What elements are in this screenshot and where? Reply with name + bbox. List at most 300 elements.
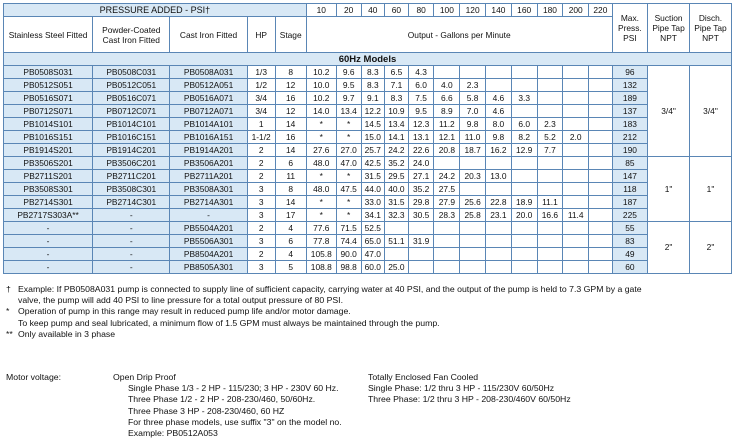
- gpm-cell: 27.6: [306, 144, 336, 157]
- spec-cell: 2: [247, 222, 275, 235]
- model-cell: PB1016C151: [93, 131, 170, 144]
- gpm-cell: *: [336, 118, 361, 131]
- gpm-cell: [486, 79, 512, 92]
- discharge-size-cell: 3/4": [689, 66, 731, 157]
- gpm-cell: 23.1: [486, 209, 512, 222]
- tefc-line: Three Phase: 1/2 thru 3 HP - 208-230/460V 60/50Hz: [368, 394, 571, 405]
- spec-cell: 1/2: [247, 79, 275, 92]
- max-psi-cell: 96: [612, 66, 647, 79]
- model-cell: -: [170, 209, 247, 222]
- gpm-cell: [486, 66, 512, 79]
- gpm-cell: 15.0: [361, 131, 385, 144]
- model-cell: PB0512C051: [93, 79, 170, 92]
- max-psi-cell: 190: [612, 144, 647, 157]
- spec-cell: 3: [247, 183, 275, 196]
- gpm-cell: *: [306, 170, 336, 183]
- gpm-cell: 65.0: [361, 235, 385, 248]
- psi-col-header: 180: [537, 4, 563, 17]
- max-psi-cell: 118: [612, 183, 647, 196]
- gpm-cell: 48.0: [306, 157, 336, 170]
- star-symbol: *: [6, 306, 10, 317]
- gpm-cell: 10.9: [385, 105, 409, 118]
- gpm-cell: 12.3: [408, 118, 434, 131]
- gpm-cell: *: [306, 131, 336, 144]
- gpm-cell: 40.0: [385, 183, 409, 196]
- gpm-cell: 27.5: [434, 183, 460, 196]
- max-psi-cell: 83: [612, 235, 647, 248]
- gpm-cell: [511, 66, 537, 79]
- model-cell: -: [93, 235, 170, 248]
- model-cell: PB3508C301: [93, 183, 170, 196]
- gpm-cell: [589, 261, 613, 274]
- gpm-cell: 4.6: [486, 105, 512, 118]
- psi-col-header: 220: [589, 4, 613, 17]
- gpm-cell: 34.1: [361, 209, 385, 222]
- max-psi-cell: 55: [612, 222, 647, 235]
- gpm-cell: 8.0: [486, 118, 512, 131]
- gpm-cell: 90.0: [336, 248, 361, 261]
- spec-cell: 6: [275, 235, 306, 248]
- spec-cell: 14: [275, 196, 306, 209]
- gpm-cell: [563, 235, 589, 248]
- totally-enclosed-fan-cooled: [368, 372, 571, 406]
- gpm-cell: 11.0: [460, 131, 486, 144]
- gpm-cell: 77.6: [306, 222, 336, 235]
- spec-cell: 3: [247, 196, 275, 209]
- max-psi-cell: 189: [612, 92, 647, 105]
- gpm-cell: 74.4: [336, 235, 361, 248]
- gpm-cell: [589, 79, 613, 92]
- gpm-cell: 60.0: [361, 261, 385, 274]
- gpm-cell: 71.5: [336, 222, 361, 235]
- model-cell: PB5506A301: [170, 235, 247, 248]
- gpm-cell: 2.3: [460, 79, 486, 92]
- gpm-cell: 12.2: [361, 105, 385, 118]
- gpm-cell: 2.3: [537, 118, 563, 131]
- model-cell: PB0712C071: [93, 105, 170, 118]
- model-cell: -: [4, 222, 93, 235]
- spec-cell: 14: [275, 144, 306, 157]
- gpm-cell: [589, 235, 613, 248]
- psi-col-header: 120: [460, 4, 486, 17]
- gpm-cell: *: [306, 209, 336, 222]
- output-header: Output - Gallons per Minute: [306, 17, 612, 53]
- max-psi-cell: 183: [612, 118, 647, 131]
- gpm-cell: [563, 222, 589, 235]
- model-cell: PB3506A201: [170, 157, 247, 170]
- model-cell: PB0516S071: [4, 92, 93, 105]
- max-press-header: Max. Press. PSI: [612, 4, 647, 53]
- gpm-cell: 98.8: [336, 261, 361, 274]
- gpm-cell: 35.2: [408, 183, 434, 196]
- model-cell: -: [93, 222, 170, 235]
- model-cell: PB1014S101: [4, 118, 93, 131]
- gpm-cell: [563, 79, 589, 92]
- gpm-cell: [460, 248, 486, 261]
- spec-cell: 1-1/2: [247, 131, 275, 144]
- gpm-cell: 27.9: [434, 196, 460, 209]
- psi-col-header: 40: [361, 4, 385, 17]
- gpm-cell: 6.6: [434, 92, 460, 105]
- table-row: [4, 66, 732, 79]
- gpm-cell: [589, 248, 613, 261]
- model-cell: PB8505A301: [170, 261, 247, 274]
- gpm-cell: 32.3: [385, 209, 409, 222]
- discharge-header: Disch. Pipe Tap NPT: [689, 4, 731, 53]
- gpm-cell: *: [306, 118, 336, 131]
- gpm-cell: 14.0: [306, 105, 336, 118]
- odp-line: Example: PB0512A053: [128, 428, 218, 439]
- model-cell: PB1014A101: [170, 118, 247, 131]
- gpm-cell: 7.5: [408, 92, 434, 105]
- model-cell: PB0508S031: [4, 66, 93, 79]
- model-cell: PB2711A201: [170, 170, 247, 183]
- gpm-cell: 9.5: [408, 105, 434, 118]
- dagger-note-text: Example: If PB0508A031 pump is connected to supply line of sufficient capacity, carrying water at 40 PSI, and the output of the pump is held to 7.3 GPM by a gate: [18, 284, 642, 294]
- gpm-cell: 16.6: [537, 209, 563, 222]
- spec-cell: 1/3: [247, 66, 275, 79]
- gpm-cell: 108.8: [306, 261, 336, 274]
- gpm-cell: [486, 222, 512, 235]
- model-cell: PB1014C101: [93, 118, 170, 131]
- model-cell: PB2714S301: [4, 196, 93, 209]
- gpm-cell: 27.1: [408, 170, 434, 183]
- max-psi-cell: 132: [612, 79, 647, 92]
- model-cell: PB0512A051: [170, 79, 247, 92]
- spec-cell: 3: [247, 235, 275, 248]
- suction-size-cell: 3/4": [648, 66, 690, 157]
- discharge-size-cell: 2": [689, 222, 731, 274]
- gpm-cell: 12.1: [434, 131, 460, 144]
- model-cell: PB5504A201: [170, 222, 247, 235]
- model-cell: PB0508C031: [93, 66, 170, 79]
- model-cell: -: [4, 248, 93, 261]
- psi-col-header: 60: [385, 4, 409, 17]
- model-cell: -: [93, 209, 170, 222]
- gpm-cell: 51.1: [385, 235, 409, 248]
- gpm-cell: [486, 261, 512, 274]
- gpm-cell: 20.3: [460, 170, 486, 183]
- odp-title: Open Drip Proof: [113, 372, 176, 382]
- gpm-cell: [434, 157, 460, 170]
- spec-cell: 11: [275, 170, 306, 183]
- gpm-cell: *: [336, 170, 361, 183]
- gpm-cell: *: [336, 196, 361, 209]
- odp-line: Single Phase 1/3 - 2 HP - 115/230; 3 HP - 230V 60 Hz.: [128, 383, 339, 394]
- gpm-cell: 8.3: [361, 79, 385, 92]
- gpm-cell: 7.1: [385, 79, 409, 92]
- gpm-cell: 29.8: [408, 196, 434, 209]
- gpm-cell: 13.4: [385, 118, 409, 131]
- gpm-cell: [589, 144, 613, 157]
- dagger-note-text-2: valve, the pump will add 40 PSI to line pressure for a total output pressure of 80 PSI.: [18, 295, 343, 306]
- gpm-cell: [563, 183, 589, 196]
- model-cell: PB1016S151: [4, 131, 93, 144]
- suction-size-cell: 2": [648, 222, 690, 274]
- spec-cell: 8: [275, 183, 306, 196]
- stage-header: Stage: [275, 17, 306, 53]
- gpm-cell: [537, 79, 563, 92]
- gpm-cell: 4.6: [486, 92, 512, 105]
- gpm-cell: [563, 66, 589, 79]
- gpm-cell: [408, 222, 434, 235]
- spec-cell: 2: [247, 248, 275, 261]
- gpm-cell: 24.0: [408, 157, 434, 170]
- spec-cell: 16: [275, 131, 306, 144]
- gpm-cell: 6.0: [511, 118, 537, 131]
- gpm-cell: [460, 235, 486, 248]
- gpm-cell: 10.0: [306, 79, 336, 92]
- spec-cell: 12: [275, 105, 306, 118]
- max-psi-cell: 212: [612, 131, 647, 144]
- footnotes: [6, 284, 731, 340]
- model-cell: PB0508A031: [170, 66, 247, 79]
- model-cell: -: [4, 235, 93, 248]
- discharge-size-cell: 1": [689, 157, 731, 222]
- spec-cell: 16: [275, 92, 306, 105]
- spec-cell: 3: [247, 209, 275, 222]
- odp-line: Three Phase 1/2 - 2 HP - 208-230/460, 50/60Hz.: [128, 394, 316, 405]
- gpm-cell: 27.0: [336, 144, 361, 157]
- gpm-cell: 28.3: [434, 209, 460, 222]
- model-cell: PB0512S051: [4, 79, 93, 92]
- model-cell: PB3508S301: [4, 183, 93, 196]
- psi-col-header: 100: [434, 4, 460, 17]
- gpm-cell: 16.2: [486, 144, 512, 157]
- gpm-cell: [434, 66, 460, 79]
- gpm-cell: 47.5: [336, 183, 361, 196]
- spec-cell: 6: [275, 157, 306, 170]
- odp-line: Three Phase 3 HP - 208-230/460, 60 HZ: [128, 405, 285, 416]
- gpm-cell: 31.5: [385, 196, 409, 209]
- gpm-cell: [589, 209, 613, 222]
- gpm-cell: [486, 235, 512, 248]
- gpm-cell: 8.3: [361, 66, 385, 79]
- gpm-cell: 11.1: [537, 196, 563, 209]
- table-row: [4, 157, 732, 170]
- gpm-cell: 7.7: [537, 144, 563, 157]
- gpm-cell: 8.3: [385, 92, 409, 105]
- group-2-inch: [4, 222, 732, 274]
- gpm-cell: [460, 222, 486, 235]
- gpm-cell: 13.0: [486, 170, 512, 183]
- psi-col-header: 10: [306, 4, 336, 17]
- gpm-cell: [434, 235, 460, 248]
- model-cell: PB8504A201: [170, 248, 247, 261]
- gpm-cell: [511, 79, 537, 92]
- gpm-cell: 33.0: [361, 196, 385, 209]
- spec-cell: 3: [247, 261, 275, 274]
- model-cell: -: [93, 261, 170, 274]
- spec-cell: 4: [275, 222, 306, 235]
- gpm-cell: [537, 222, 563, 235]
- gpm-cell: [563, 92, 589, 105]
- gpm-cell: 24.2: [434, 170, 460, 183]
- model-cell: PB3506C201: [93, 157, 170, 170]
- gpm-cell: 11.2: [434, 118, 460, 131]
- model-cell: PB1914S201: [4, 144, 93, 157]
- gpm-cell: 9.6: [336, 66, 361, 79]
- spec-cell: 5: [275, 261, 306, 274]
- gpm-cell: [537, 235, 563, 248]
- cast-iron-header: Cast Iron Fitted: [170, 17, 247, 53]
- band-60hz: 60Hz Models: [4, 53, 732, 66]
- gpm-cell: [589, 196, 613, 209]
- gpm-cell: 35.2: [385, 157, 409, 170]
- gpm-cell: 8.2: [511, 131, 537, 144]
- gpm-cell: 4.0: [434, 79, 460, 92]
- gpm-cell: 3.3: [511, 92, 537, 105]
- gpm-cell: [589, 105, 613, 118]
- gpm-cell: [537, 261, 563, 274]
- gpm-cell: [563, 261, 589, 274]
- spec-cell: 2: [247, 144, 275, 157]
- psi-col-header: 140: [486, 4, 512, 17]
- spec-cell: 8: [275, 66, 306, 79]
- gpm-cell: [537, 92, 563, 105]
- table-row: [4, 196, 732, 209]
- gpm-cell: [537, 170, 563, 183]
- gpm-cell: [589, 118, 613, 131]
- spec-cell: 3/4: [247, 92, 275, 105]
- gpm-cell: [511, 157, 537, 170]
- gpm-cell: [537, 157, 563, 170]
- gpm-cell: 10.2: [306, 92, 336, 105]
- gpm-cell: 13.4: [336, 105, 361, 118]
- gpm-cell: [563, 144, 589, 157]
- gpm-cell: 9.1: [361, 92, 385, 105]
- gpm-cell: 42.5: [361, 157, 385, 170]
- gpm-cell: [385, 248, 409, 261]
- gpm-cell: [511, 235, 537, 248]
- table-row: [4, 170, 732, 183]
- model-cell: PB2717S303A**: [4, 209, 93, 222]
- gpm-cell: [537, 183, 563, 196]
- gpm-cell: 44.0: [361, 183, 385, 196]
- gpm-cell: [589, 222, 613, 235]
- gpm-cell: 8.9: [434, 105, 460, 118]
- header-row-pressure: [4, 4, 732, 17]
- gpm-cell: 22.8: [486, 196, 512, 209]
- gpm-cell: 10.2: [306, 66, 336, 79]
- gpm-cell: [460, 261, 486, 274]
- gpm-cell: 14.5: [361, 118, 385, 131]
- gpm-cell: 20.0: [511, 209, 537, 222]
- max-psi-cell: 225: [612, 209, 647, 222]
- max-psi-cell: 85: [612, 157, 647, 170]
- table-row: [4, 105, 732, 118]
- max-psi-cell: 147: [612, 170, 647, 183]
- table-row: [4, 92, 732, 105]
- model-cell: PB2714A301: [170, 196, 247, 209]
- star-note: [6, 306, 731, 317]
- star-note-text-2: To keep pump and seal lubricated, a minimum flow of 1.5 GPM must always be maintained through the pump.: [18, 317, 440, 328]
- gpm-cell: [563, 196, 589, 209]
- pressure-added-header: PRESSURE ADDED - PSI†: [4, 4, 307, 17]
- gpm-cell: 5.8: [460, 92, 486, 105]
- performance-table: [3, 3, 732, 274]
- gpm-cell: 9.8: [460, 118, 486, 131]
- spec-cell: 2: [247, 157, 275, 170]
- gpm-cell: 4.3: [408, 66, 434, 79]
- band-row: [4, 53, 732, 66]
- gpm-cell: 18.9: [511, 196, 537, 209]
- dagger-symbol: †: [6, 284, 11, 294]
- psi-col-header: 160: [511, 4, 537, 17]
- gpm-cell: 29.5: [385, 170, 409, 183]
- gpm-cell: [511, 261, 537, 274]
- gpm-cell: 12.9: [511, 144, 537, 157]
- spec-cell: 4: [275, 248, 306, 261]
- double-star-note: [6, 329, 731, 340]
- gpm-cell: [460, 183, 486, 196]
- gpm-cell: 77.8: [306, 235, 336, 248]
- stainless-header: Stainless Steel Fitted: [4, 17, 93, 53]
- gpm-cell: 30.5: [408, 209, 434, 222]
- gpm-cell: 7.0: [460, 105, 486, 118]
- dagger-note: [6, 284, 731, 295]
- gpm-cell: 31.9: [408, 235, 434, 248]
- gpm-cell: 25.6: [460, 196, 486, 209]
- gpm-cell: 13.1: [408, 131, 434, 144]
- gpm-cell: 47.0: [336, 157, 361, 170]
- model-cell: PB1914C201: [93, 144, 170, 157]
- gpm-cell: [563, 157, 589, 170]
- gpm-cell: 14.1: [385, 131, 409, 144]
- gpm-cell: *: [306, 196, 336, 209]
- gpm-cell: [589, 131, 613, 144]
- gpm-cell: [563, 170, 589, 183]
- double-star-note-text: Only available in 3 phase: [18, 328, 116, 339]
- gpm-cell: 47.0: [361, 248, 385, 261]
- gpm-cell: 25.0: [385, 261, 409, 274]
- psi-col-header: 20: [336, 4, 361, 17]
- gpm-cell: 22.6: [408, 144, 434, 157]
- gpm-cell: [589, 183, 613, 196]
- table-row: [4, 209, 732, 222]
- spec-cell: 1: [247, 118, 275, 131]
- gpm-cell: [563, 105, 589, 118]
- group-3-4-inch: [4, 66, 732, 157]
- gpm-cell: 6.0: [408, 79, 434, 92]
- suction-header: Suction Pipe Tap NPT: [648, 4, 690, 53]
- gpm-cell: [537, 105, 563, 118]
- max-psi-cell: 187: [612, 196, 647, 209]
- gpm-cell: 20.8: [434, 144, 460, 157]
- gpm-cell: 5.2: [537, 131, 563, 144]
- gpm-cell: [537, 248, 563, 261]
- gpm-cell: [434, 248, 460, 261]
- gpm-cell: [511, 183, 537, 196]
- gpm-cell: 25.8: [460, 209, 486, 222]
- gpm-cell: [589, 66, 613, 79]
- model-cell: PB2711C201: [93, 170, 170, 183]
- gpm-cell: [408, 261, 434, 274]
- gpm-cell: [385, 222, 409, 235]
- model-cell: PB3508A301: [170, 183, 247, 196]
- gpm-cell: 25.7: [361, 144, 385, 157]
- model-cell: -: [4, 261, 93, 274]
- gpm-cell: 52.5: [361, 222, 385, 235]
- gpm-cell: 9.8: [486, 131, 512, 144]
- model-cell: -: [93, 248, 170, 261]
- gpm-cell: [486, 183, 512, 196]
- suction-size-cell: 1": [648, 157, 690, 222]
- spec-cell: 14: [275, 118, 306, 131]
- gpm-cell: [486, 157, 512, 170]
- gpm-cell: [563, 248, 589, 261]
- model-cell: PB0516A071: [170, 92, 247, 105]
